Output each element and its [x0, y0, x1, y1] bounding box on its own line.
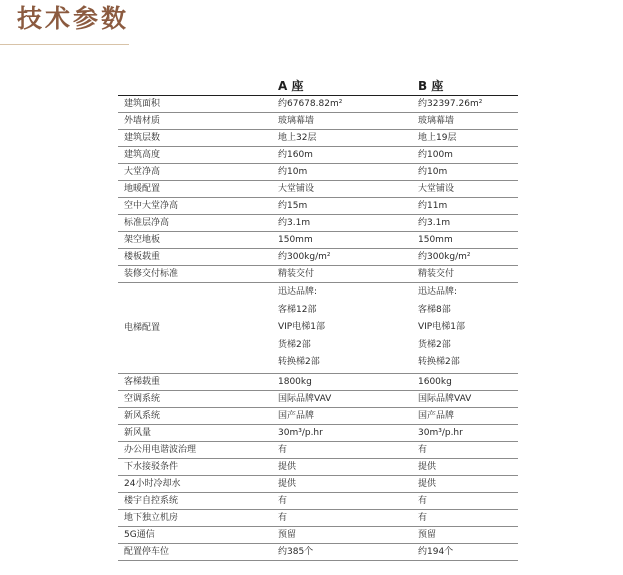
row-value-a: 提供: [278, 462, 297, 472]
row-value-a: 精装交付: [278, 269, 315, 279]
row-value-b: 玻璃幕墙: [418, 116, 455, 126]
row-value-a: 150mm: [278, 235, 313, 245]
row-label: 新风系统: [124, 411, 161, 421]
row-value-b: 预留: [418, 530, 437, 540]
row-value-a: 预留: [278, 530, 297, 540]
row-label: 空调系统: [124, 394, 161, 404]
elevator-line: 迅达品牌:: [278, 287, 318, 297]
table-row: [118, 113, 518, 130]
table-row: [118, 544, 518, 561]
row-label: 建筑层数: [124, 133, 161, 143]
row-label: 新风量: [124, 428, 152, 438]
row-label: 大堂净高: [124, 167, 161, 177]
row-label: 电梯配置: [124, 323, 161, 333]
row-value-b: 约10m: [418, 167, 448, 177]
row-value-a: 约385个: [278, 547, 314, 557]
spec-table: [118, 95, 518, 561]
row-label: 楼板载重: [124, 252, 161, 262]
row-value-a: 约300kg/m²: [278, 252, 331, 262]
row-value-b: 约100m: [418, 150, 453, 160]
elevator-line: 货梯2部: [418, 339, 451, 350]
elevator-line: VIP电梯1部: [278, 322, 325, 333]
row-value-b: 约32397.26m²: [418, 99, 483, 109]
row-value-a: 1800kg: [278, 377, 312, 387]
table-row: [118, 425, 518, 442]
row-value-b: 有: [418, 513, 428, 523]
row-label: 装修交付标准: [124, 269, 179, 279]
row-value-a: 有: [278, 513, 288, 523]
row-label: 办公用电谐波治理: [124, 445, 197, 455]
elevator-line: 转换梯2部: [418, 357, 460, 368]
row-value-b: 约11m: [418, 201, 448, 211]
row-label: 24小时冷却水: [124, 479, 181, 489]
table-row: [118, 527, 518, 544]
row-value-a: 国际品牌VAV: [278, 394, 332, 404]
row-value-a: 约160m: [278, 150, 313, 160]
row-label: 5G通信: [124, 530, 155, 540]
elevator-line: VIP电梯1部: [418, 322, 465, 333]
row-label: 地暖配置: [124, 184, 161, 194]
elevator-line: 货梯2部: [278, 339, 311, 350]
row-value-a: 有: [278, 445, 288, 455]
row-value-b: 约300kg/m²: [418, 252, 471, 262]
row-label: 配置停车位: [124, 547, 170, 557]
column-header-a: A 座: [278, 79, 304, 93]
row-value-b: 精装交付: [418, 269, 455, 279]
table-row: [118, 493, 518, 510]
row-value-a: 大堂铺设: [278, 184, 315, 194]
row-label: 建筑高度: [124, 150, 161, 160]
row-label: 客梯载重: [124, 377, 161, 387]
row-value-a: 地上32层: [278, 133, 317, 143]
row-value-a: 提供: [278, 479, 297, 489]
row-value-b: 提供: [418, 462, 437, 472]
row-value-b: 150mm: [418, 235, 453, 245]
column-header-b: B 座: [418, 79, 444, 93]
elevator-row: [118, 283, 518, 374]
table-row: [118, 164, 518, 181]
table-row: [118, 96, 518, 113]
row-value-b: 约194个: [418, 547, 454, 557]
table-row: [118, 391, 518, 408]
row-value-b: 1600kg: [418, 377, 452, 387]
elevator-line: 客梯8部: [418, 304, 451, 315]
table-row: [118, 266, 518, 283]
row-label: 外墙材质: [124, 116, 161, 126]
table-row: [118, 147, 518, 164]
row-label: 地下独立机房: [124, 513, 179, 523]
row-label: 空中大堂净高: [124, 201, 179, 211]
row-label: 下水接驳条件: [124, 462, 179, 472]
table-row: [118, 408, 518, 425]
row-value-a: 有: [278, 496, 288, 506]
table-row: [118, 249, 518, 266]
row-label: 架空地板: [124, 235, 161, 245]
elevator-values-b: [418, 284, 518, 372]
elevator-line: 迅达品牌:: [418, 287, 458, 297]
table-row: [118, 476, 518, 493]
row-value-a: 约15m: [278, 201, 308, 211]
table-row: [118, 181, 518, 198]
table-row: [118, 442, 518, 459]
elevator-line: 客梯12部: [278, 304, 317, 315]
table-row: [118, 510, 518, 527]
row-value-b: 地上19层: [418, 133, 457, 143]
row-value-a: 国产品牌: [278, 411, 315, 421]
page-title: 技术参数: [17, 4, 130, 33]
row-value-b: 国产品牌: [418, 411, 455, 421]
table-row: [118, 198, 518, 215]
elevator-line: 转换梯2部: [278, 357, 320, 368]
row-value-b: 有: [418, 496, 428, 506]
row-value-a: 约10m: [278, 167, 308, 177]
row-value-a: 约3.1m: [278, 218, 311, 228]
row-value-b: 约3.1m: [418, 218, 451, 228]
row-value-a: 约67678.82m²: [278, 99, 343, 109]
row-label: 建筑面积: [124, 99, 161, 109]
row-value-b: 国际品牌VAV: [418, 394, 472, 404]
row-value-b: 有: [418, 445, 428, 455]
table-row: [118, 459, 518, 476]
elevator-values-a: [278, 284, 408, 372]
table-row: [118, 215, 518, 232]
table-row: [118, 232, 518, 249]
title-banner: [0, 0, 129, 45]
table-row: [118, 130, 518, 147]
row-value-a: 30m³/p.hr: [278, 428, 323, 438]
table-row: [118, 374, 518, 391]
row-label: 楼宇自控系统: [124, 496, 179, 506]
row-label: 标准层净高: [124, 218, 170, 228]
row-value-b: 30m³/p.hr: [418, 428, 463, 438]
row-value-a: 玻璃幕墙: [278, 116, 315, 126]
row-value-b: 提供: [418, 479, 437, 489]
row-value-b: 大堂铺设: [418, 184, 455, 194]
